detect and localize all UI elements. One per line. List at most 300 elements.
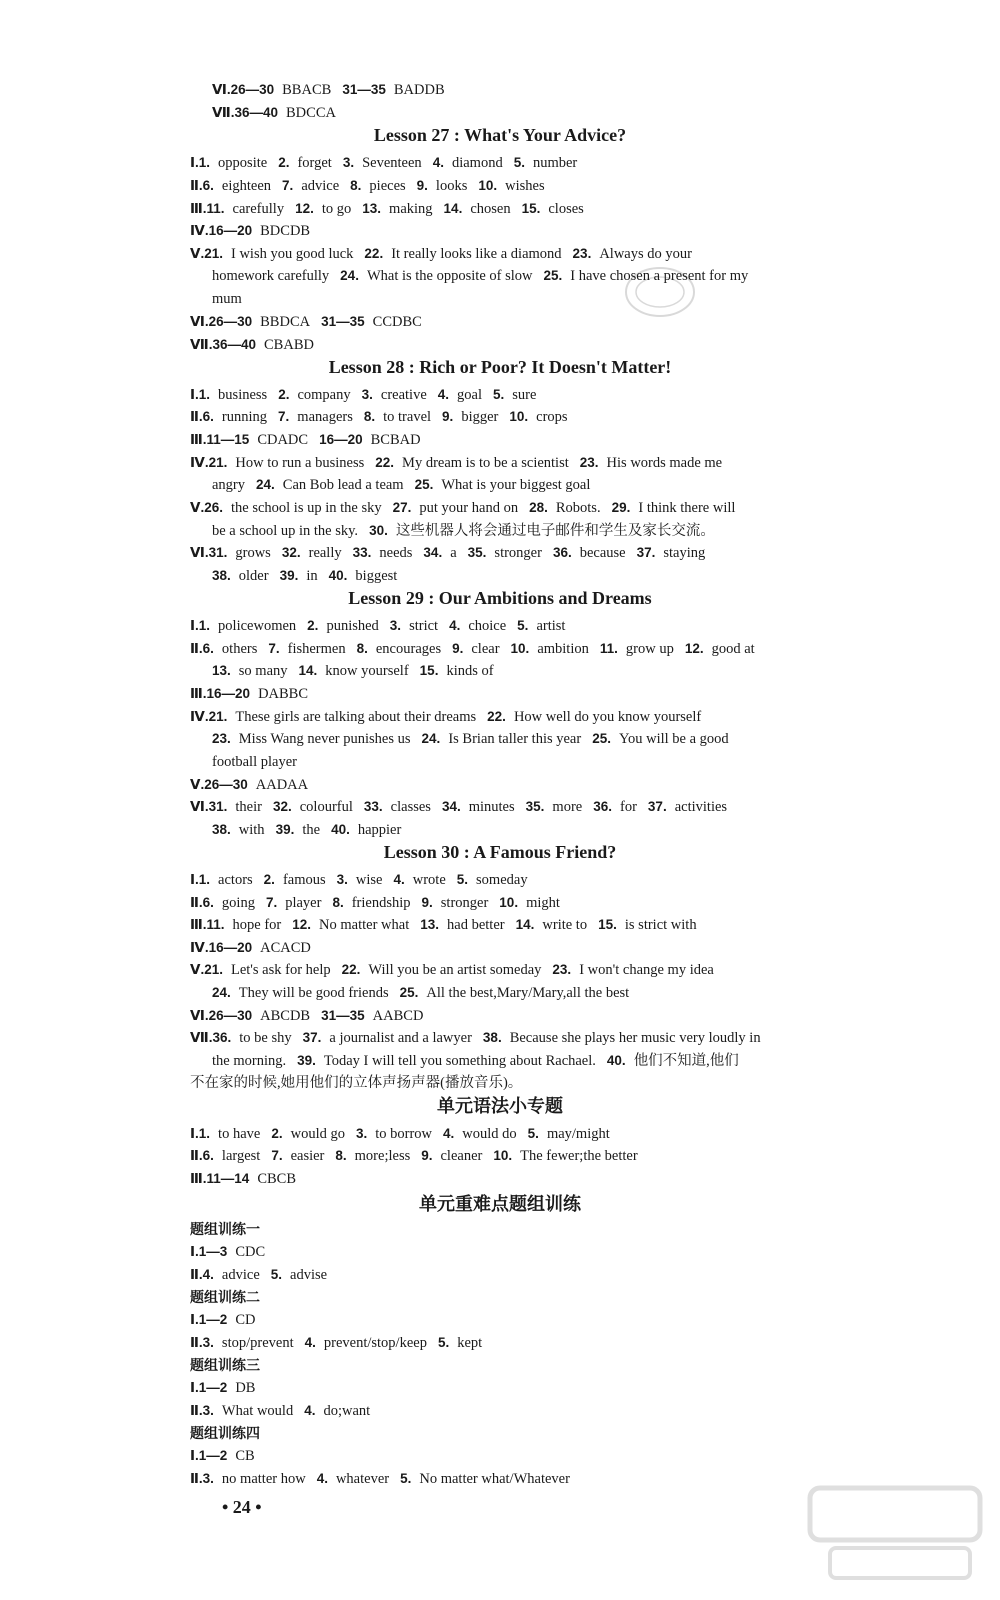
answer-text: What is the opposite of slow [366, 268, 533, 284]
question-number: 5. [527, 1126, 539, 1141]
question-number: 5. [493, 387, 505, 402]
question-number: 32. [281, 545, 301, 560]
answer-item [305, 1335, 427, 1351]
section-numeral: Ⅶ. [190, 1030, 213, 1045]
answer-text: CD [235, 1312, 256, 1328]
answer-text: You will be a good [618, 731, 729, 747]
question-number: 15. [598, 917, 617, 932]
answer-line [190, 616, 576, 636]
question-number: 39. [279, 568, 299, 583]
question-number: 1. [198, 387, 211, 402]
answer-item [282, 545, 342, 561]
question-number: 31—35 [342, 82, 386, 97]
question-number: 4. [202, 1267, 214, 1282]
answer-item [276, 822, 321, 838]
section-numeral: Ⅰ. [190, 1380, 199, 1395]
question-number: 23. [552, 962, 572, 977]
answer-text: 不在家的时候,她用他们的立体声扬声器(播放音乐)。 [190, 1075, 523, 1091]
answer-item [400, 985, 630, 1001]
question-number: 3. [355, 1126, 368, 1141]
question-number: 35. [467, 545, 487, 560]
answer-text: would go [290, 1126, 345, 1142]
answer-text: football player [212, 754, 297, 770]
question-number: 31—35 [321, 1008, 365, 1023]
answer-text: advice [301, 178, 340, 194]
answer-text: homework carefully [212, 268, 330, 284]
question-number: 16—20 [319, 432, 363, 447]
question-number: 14. [298, 663, 318, 678]
answer-text: is strict with [624, 917, 697, 933]
question-number: 27. [392, 500, 412, 515]
answer-text: happier [357, 822, 402, 838]
question-number: 38. [212, 568, 231, 583]
answer-text: BDCCA [286, 105, 336, 121]
answer-item [457, 872, 528, 888]
answer-text: others [221, 641, 258, 657]
question-number: 9. [452, 641, 464, 656]
answer-text: stop/prevent [221, 1335, 294, 1351]
answer-text: had better [447, 917, 505, 933]
answer-item [685, 641, 755, 657]
question-number: 23. [212, 731, 231, 746]
page-number: • 24 • [222, 1497, 262, 1517]
answer-text: What is your biggest goal [441, 477, 591, 493]
answer-text: CB [235, 1448, 255, 1464]
question-number: 26—30 [208, 314, 253, 329]
section-numeral: Ⅵ. [190, 314, 209, 329]
question-number: 3. [342, 155, 355, 170]
answer-item [190, 1075, 522, 1091]
answer-line [190, 1333, 493, 1353]
section-heading: 单元语法小专题 [437, 1096, 563, 1116]
answer-text: biggest [355, 568, 398, 584]
answer-text: 他们不知道,他们 [633, 1053, 739, 1069]
answer-item [297, 1053, 596, 1069]
question-number: 4. [304, 1403, 316, 1418]
answer-text: Because she plays her music very loudly in [509, 1030, 761, 1046]
question-number: 21. [208, 455, 228, 470]
question-number: 13. [420, 917, 440, 932]
answer-text: 这些机器人将会通过电子邮件和学生及家长交流。 [395, 523, 715, 539]
answer-item [199, 618, 296, 634]
answer-item [350, 178, 406, 194]
answer-text: more [552, 799, 583, 815]
answer-text: angry [212, 477, 246, 493]
question-number: 36. [552, 545, 572, 560]
answer-text: mum [212, 291, 242, 307]
section-numeral: Ⅴ. [190, 246, 205, 261]
section-numeral: Ⅴ. [190, 500, 205, 515]
answer-text: put your hand on [419, 500, 519, 516]
answer-item [282, 178, 339, 194]
answer-text: staying [663, 545, 706, 561]
answer-item [511, 641, 589, 657]
answer-item [199, 387, 267, 403]
answer-text: I have chosen a present for my [570, 268, 749, 284]
answer-item [209, 545, 271, 561]
answer-text: DABBC [258, 686, 309, 702]
question-number: 1—2 [198, 1380, 228, 1395]
answer-item [364, 409, 431, 425]
section-numeral: Ⅰ. [190, 1126, 199, 1141]
answer-text: carefully [232, 201, 285, 217]
answer-item [212, 1030, 291, 1046]
question-number: 8. [356, 641, 368, 656]
answer-line [190, 1242, 276, 1262]
answer-line [190, 870, 539, 890]
answer-text: BBACB [282, 82, 332, 98]
answer-text: forget [297, 155, 332, 171]
answer-text: creative [380, 387, 427, 403]
answer-text: policewomen [218, 618, 297, 634]
answer-text: famous [282, 872, 326, 888]
answer-text: hope for [232, 917, 282, 933]
answer-item [199, 1126, 261, 1142]
answer-item [499, 895, 560, 911]
answer-item [400, 1471, 570, 1487]
answer-line [190, 893, 571, 913]
answer-text: whatever [335, 1471, 390, 1487]
answer-text: Always do your [599, 246, 692, 262]
answer-text: CBABD [264, 337, 314, 353]
answer-text: pieces [369, 178, 406, 194]
answer-text: write to [542, 917, 588, 933]
question-number: 15. [419, 663, 439, 678]
answer-item [212, 477, 245, 493]
answer-item [552, 962, 713, 978]
answer-item [420, 917, 504, 933]
answer-item [342, 82, 444, 98]
answer-text: fishermen [287, 641, 346, 657]
question-number: 31. [208, 545, 228, 560]
answer-item [478, 178, 544, 194]
answer-text: artist [536, 618, 566, 634]
answer-item [278, 387, 350, 403]
answer-item [390, 618, 438, 634]
question-number: 21. [204, 962, 223, 977]
answer-text: colourful [299, 799, 353, 815]
question-number: 1—3 [198, 1244, 228, 1259]
answer-item [212, 822, 265, 838]
question-number: 5. [456, 872, 469, 887]
answer-line [190, 407, 579, 427]
answer-line [190, 430, 432, 450]
answer-item [209, 940, 311, 956]
answer-item [292, 917, 409, 933]
answer-text: stronger [440, 895, 489, 911]
answer-item [271, 1148, 324, 1164]
answer-item [207, 201, 285, 217]
answer-item [580, 455, 722, 471]
section-numeral: Ⅰ. [190, 155, 199, 170]
answer-item [207, 432, 309, 448]
answer-text: CBCB [257, 1171, 296, 1187]
question-number: 7. [282, 178, 294, 193]
question-number: 16—20 [208, 223, 253, 238]
exercise-group-label: 题组训练二 [190, 1290, 260, 1306]
answer-text: activities [674, 799, 728, 815]
answer-text: someday [476, 872, 528, 888]
answer-text: CDC [235, 1244, 266, 1260]
answer-item [207, 1171, 296, 1187]
answer-text: They will be good friends [238, 985, 389, 1001]
answer-text: may/might [546, 1126, 610, 1142]
question-number: 33. [363, 799, 383, 814]
question-number: 37. [647, 799, 667, 814]
section-numeral: Ⅰ. [190, 618, 199, 633]
question-number: 2. [278, 155, 290, 170]
question-number: 11. [206, 917, 225, 932]
answer-text: more;less [354, 1148, 411, 1164]
question-number: 24. [340, 268, 359, 283]
question-number: 40. [328, 568, 348, 583]
question-number: 36—40 [212, 337, 257, 352]
answer-line [212, 289, 253, 309]
section-numeral: Ⅱ. [190, 1403, 203, 1418]
answer-text: Let's ask for help [230, 962, 331, 978]
answer-text: for [620, 799, 637, 815]
question-number: 8. [332, 895, 344, 910]
answer-text: the school is up in the sky [230, 500, 382, 516]
answer-text: grow up [625, 641, 674, 657]
answer-line [190, 960, 725, 980]
question-number: 4. [432, 155, 444, 170]
answer-text: chosen [470, 201, 511, 217]
answer-item [199, 155, 267, 171]
question-number: 25. [592, 731, 611, 746]
answer-item [207, 686, 309, 702]
answer-item [529, 500, 601, 516]
section-numeral: Ⅱ. [190, 895, 203, 910]
answer-text: ABCDB [260, 1008, 311, 1024]
answer-text: friendship [351, 895, 411, 911]
answer-text: actors [218, 872, 253, 888]
answer-item [442, 799, 515, 815]
answer-item [468, 545, 542, 561]
section-numeral: Ⅱ. [190, 1267, 203, 1282]
answer-line [190, 335, 325, 355]
section-heading: 单元重难点题组训练 [419, 1194, 581, 1214]
answer-item [393, 872, 445, 888]
question-number: 4. [443, 1126, 455, 1141]
answer-item [273, 799, 353, 815]
answer-item [516, 917, 587, 933]
question-number: 40. [331, 822, 350, 837]
answer-item [522, 201, 584, 217]
answer-text: Robots. [555, 500, 601, 516]
question-number: 38. [482, 1030, 502, 1045]
answer-item [356, 1126, 432, 1142]
question-number: 21. [208, 709, 228, 724]
answer-item [422, 731, 582, 747]
answer-text: so many [238, 663, 288, 679]
answer-item [353, 545, 413, 561]
question-number: 37. [636, 545, 656, 560]
answer-line [190, 1310, 266, 1330]
answer-line [190, 797, 738, 817]
answer-line [212, 983, 640, 1003]
answer-text: All the best,Mary/Mary,all the best [426, 985, 630, 1001]
question-number: 26—30 [230, 82, 275, 97]
answer-line [190, 1469, 581, 1489]
section-numeral: Ⅱ. [190, 641, 203, 656]
answer-text: player [285, 895, 322, 911]
answer-item [438, 387, 482, 403]
answer-item [648, 799, 727, 815]
answer-text: wise [355, 872, 383, 888]
question-number: 7. [268, 641, 280, 656]
answer-item [264, 872, 326, 888]
answer-item [319, 432, 421, 448]
answer-line [190, 1146, 649, 1166]
answer-line [190, 385, 547, 405]
answer-text: goal [457, 387, 483, 403]
answer-text: the morning. [212, 1053, 287, 1069]
answer-item [203, 409, 267, 425]
answer-text: needs [379, 545, 413, 561]
answer-line [190, 176, 556, 196]
answer-text: cleaner [440, 1148, 483, 1164]
answer-item [199, 872, 253, 888]
answer-item [362, 201, 432, 217]
question-number: 4. [449, 618, 461, 633]
answer-text: prevent/stop/keep [323, 1335, 427, 1351]
question-number: 10. [509, 409, 529, 424]
section-numeral: Ⅰ. [190, 1244, 199, 1259]
question-number: 24. [212, 985, 231, 1000]
answer-text: Seventeen [362, 155, 422, 171]
answer-line [212, 661, 505, 681]
answer-text: How well do you know yourself [513, 709, 702, 725]
answer-item [304, 1403, 370, 1419]
answer-line [190, 775, 319, 795]
answer-text: It really looks like a diamond [391, 246, 562, 262]
answer-text: opposite [218, 155, 268, 171]
question-number: 10. [499, 895, 519, 910]
answer-text: older [238, 568, 269, 584]
answer-item [342, 962, 542, 978]
answer-item [199, 1244, 265, 1260]
answer-item [598, 917, 696, 933]
answer-line [212, 266, 759, 286]
answer-text: classes [390, 799, 431, 815]
answer-item [592, 731, 728, 747]
answer-text: wishes [505, 178, 545, 194]
question-number: 39. [275, 822, 295, 837]
question-number: 9. [442, 409, 454, 424]
answer-item [335, 1148, 410, 1164]
question-number: 4. [437, 387, 450, 402]
question-number: 36—40 [234, 105, 279, 120]
answer-item [203, 895, 255, 911]
answer-item [329, 568, 398, 584]
answer-line [190, 1446, 266, 1466]
answer-item [317, 1471, 389, 1487]
question-number: 26. [204, 500, 223, 515]
answer-item [280, 568, 318, 584]
question-number: 38. [212, 822, 231, 837]
section-numeral: Ⅰ. [190, 1312, 199, 1327]
section-numeral: Ⅶ. [212, 105, 235, 120]
question-number: 23. [579, 455, 599, 470]
answer-text: with [238, 822, 265, 838]
answer-text: a [450, 545, 457, 561]
question-number: 26—30 [204, 777, 248, 792]
answer-item [212, 523, 358, 539]
question-number: 6. [202, 641, 214, 656]
answer-text: No matter what/Whatever [419, 1471, 570, 1487]
question-number: 12. [295, 201, 314, 216]
question-number: 11—15 [206, 432, 250, 447]
question-number: 23. [572, 246, 592, 261]
answer-text: know yourself [325, 663, 409, 679]
answer-item [364, 246, 561, 262]
answer-text: CCDBC [372, 314, 422, 330]
answer-text: the [302, 822, 321, 838]
question-number: 4. [316, 1471, 328, 1486]
question-number: 1. [198, 618, 211, 633]
question-number: 7. [265, 895, 278, 910]
answer-line [190, 938, 322, 958]
answer-text: minutes [468, 799, 515, 815]
answer-item [303, 1030, 472, 1046]
answer-item [526, 799, 583, 815]
answer-item [203, 1403, 294, 1419]
question-number: 34. [441, 799, 461, 814]
answer-item [420, 663, 494, 679]
question-number: 10. [478, 178, 498, 193]
question-number: 40. [606, 1053, 626, 1068]
question-number: 25. [543, 268, 563, 283]
answer-text: running [221, 409, 268, 425]
question-number: 11—14 [206, 1171, 250, 1186]
answer-item [212, 1053, 286, 1069]
question-number: 9. [416, 178, 428, 193]
answer-text: closes [548, 201, 584, 217]
answer-item [415, 477, 591, 493]
answer-text: Today I will tell you something about Rachael. [323, 1053, 596, 1069]
answer-text: strict [409, 618, 439, 634]
answer-line [212, 752, 308, 772]
exercise-group-label: 题组训练四 [190, 1426, 260, 1442]
question-number: 3. [202, 1335, 214, 1350]
section-numeral: Ⅱ. [190, 1335, 203, 1350]
answer-text: Miss Wang never punishes us [238, 731, 411, 747]
answer-text: advise [290, 1267, 328, 1283]
answer-item [209, 709, 477, 725]
answer-line [212, 729, 740, 749]
answer-text: do;want [323, 1403, 371, 1419]
answer-text: might [526, 895, 560, 911]
answer-item [203, 1267, 260, 1283]
section-numeral: Ⅳ. [190, 709, 209, 724]
answer-item [256, 477, 404, 493]
answer-item [204, 500, 381, 516]
question-number: 10. [510, 641, 530, 656]
answer-item [442, 409, 498, 425]
section-numeral: Ⅰ. [190, 872, 199, 887]
answer-text: largest [221, 1148, 261, 1164]
question-number: 3. [202, 1471, 214, 1486]
answer-item [209, 799, 262, 815]
answer-text: eighteen [221, 178, 272, 194]
answer-item [203, 641, 258, 657]
answer-line [190, 1401, 381, 1421]
answer-text: grows [235, 545, 271, 561]
answer-line [190, 199, 595, 219]
question-number: 22. [341, 962, 361, 977]
answer-text: no matter how [221, 1471, 306, 1487]
